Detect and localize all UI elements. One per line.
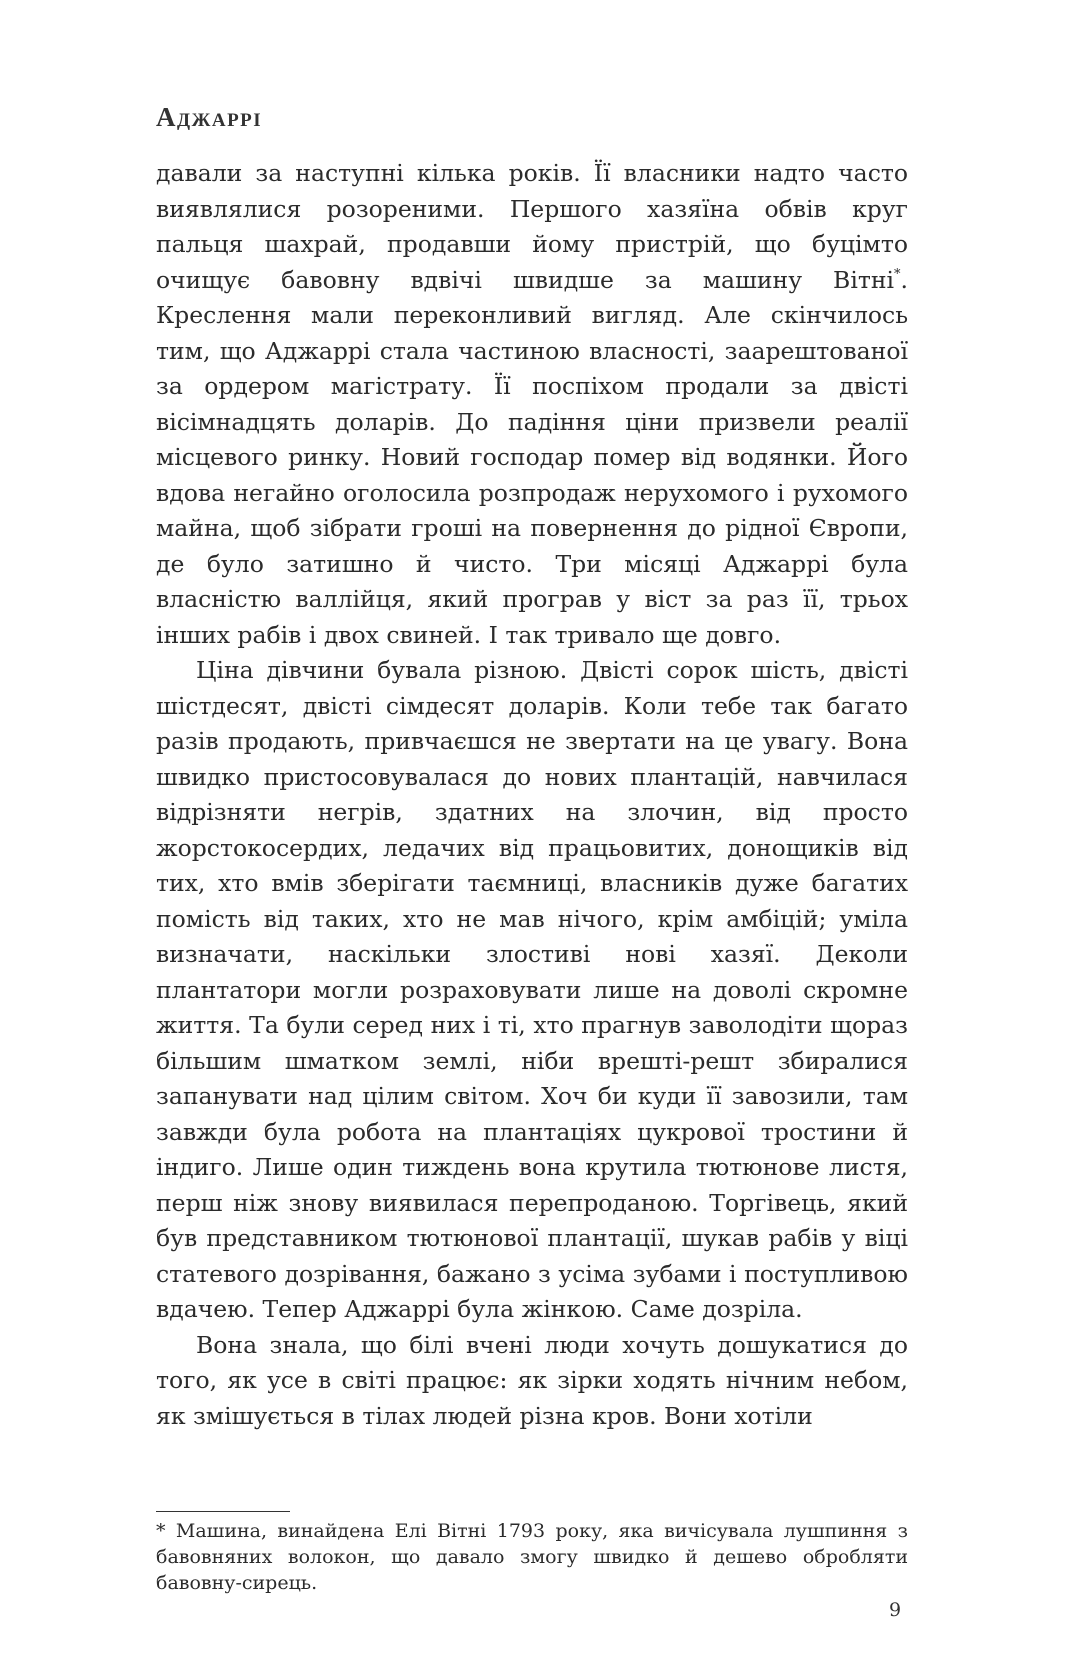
footnote: * Машина, винайдена Елі Вітні 1793 року, яка вичісувала лушпиння з бавовняних волокон, що давало змогу швидко й дешево обробляти бавовну-сирець. <box>156 1520 908 1594</box>
paragraph-1 <box>156 156 908 653</box>
paragraph-1-text-after-note: . Креслення мали переконливий вигляд. Але скінчилось тим, що Аджаррі стала частиною власності, заарештованої за ордером магістрату. Її поспіхом продали за двісті вісімнадцять доларів. До падіння ціни призвели реалії місцевого ринку. Новий господар помер від водянки. Його вдова негайно оголосила розпродаж нерухомого і рухомого майна, щоб зібрати гроші на повернення до рідної Європи, де було затишно й чисто. Три місяці Аджаррі була власністю валлійця, який програв у віст за раз її, трьох інших рабів і двох свиней. І так тривало ще довго. <box>156 265 908 649</box>
page-number: 9 <box>889 1599 902 1621</box>
running-head: Аджаррі <box>156 102 263 132</box>
body-text <box>156 156 908 1434</box>
paragraph-1-text-before-note: давали за наступні кілька років. Її власники надто часто виявлялися розореними. Першого хазяїна обвів круг пальця шахрай, продавши йому пристрій, що буцімто очищує бавовну вдвічі швидше за машину Вітні <box>156 159 908 294</box>
footnote-divider <box>156 1511 290 1512</box>
footnote-reference-mark: * <box>894 266 901 282</box>
paragraph-3: Вона знала, що білі вчені люди хочуть дошукатися до того, як усе в світі працює: як зірки ходять нічним небом, як змішується в тілах людей різна кров. Вони хотіли <box>156 1330 908 1430</box>
paragraph-2: Ціна дівчини бувала різною. Двісті сорок шість, двісті шістдесят, двісті сімдесят доларів. Коли тебе так багато разів продають, привчаєшся не звертати на це увагу. Вона швидко пристосовувалася до нових плантацій, навчилася відрізняти негрів, здатних на злочин, від просто жорстокосердих, ледачих від працьовитих, донощиків від тих, хто вмів зберігати таємниці, власників дуже багатих помість від таких, хто не мав нічого, крім амбіцій; уміла визначати, наскільки злостиві нові хазяї. Деколи плантатори могли розраховувати лише на доволі скромне життя. Та були серед них і ті, хто прагнув заволодіти щораз більшим шматком землі, ніби врешті-решт збиралися запанувати над цілим світом. Хоч би куди її завозили, там завжди була робота на плантаціях цукрової тростини й індиго. Лише один тиждень вона крутила тютюнове листя, перш ніж знову виявилася перепроданою. Торгівець, який був представником тютюнової плантації, шукав рабів у віці статевого дозрівання, бажано з усіма зубами і поступливою вдачею. Тепер Аджаррі була жінкою. Саме дозріла. <box>156 656 908 1323</box>
